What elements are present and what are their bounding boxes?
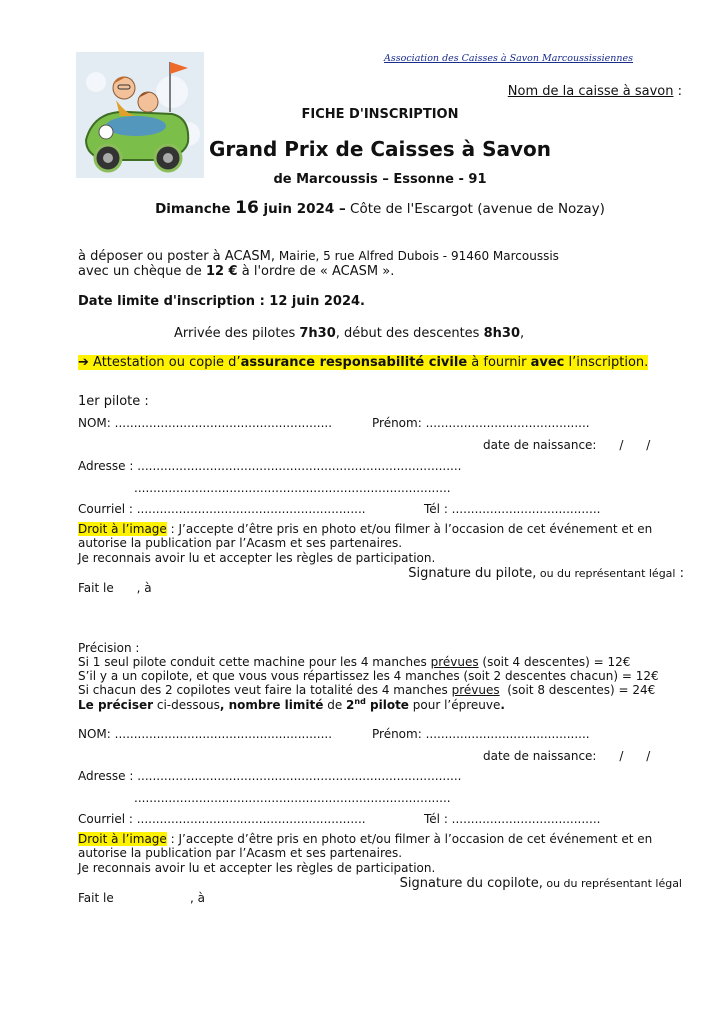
precision-line-4-a: Le préciser xyxy=(78,698,154,712)
pilot2-adresse-field[interactable]: Adresse : ..................................................................................... xyxy=(78,769,462,783)
pilot1-signature: Signature du pilote, xyxy=(408,566,537,581)
precision-line-1 xyxy=(78,655,630,669)
pilot1-signature-colon: : xyxy=(675,566,684,581)
pilot2-image-rights xyxy=(78,832,652,846)
deposit-cheque: avec un chèque de xyxy=(78,264,206,279)
pilot1-heading: 1er pilote : xyxy=(78,394,149,409)
arrival-time-2: 8h30 xyxy=(483,326,520,341)
pilot2-fait-le-field[interactable]: Fait le , à xyxy=(78,891,205,905)
pilot2-dob-field[interactable]: date de naissance: / / xyxy=(483,749,651,763)
precision-line-4-c: , nombre limité xyxy=(219,698,324,712)
pilot2-tel-field[interactable]: Tél : ....................................... xyxy=(424,812,601,826)
precision-heading: Précision : xyxy=(78,641,140,655)
deposit-line-2 xyxy=(78,264,394,279)
right-arrow-icon: ➔ xyxy=(78,355,89,370)
deposit-acasm: à déposer ou poster à ACASM, xyxy=(78,249,276,264)
event-date-line xyxy=(0,198,724,218)
location-subtitle: de Marcoussis – Essonne - 91 xyxy=(273,172,487,187)
pilot2-signature-label xyxy=(400,876,682,891)
arrival-a: Arrivée des pilotes xyxy=(174,326,300,341)
caisse-name-colon: : xyxy=(673,84,682,99)
pilot1-image-rights-line-2: autorise la publication par l’Acasm et ses partenaires. xyxy=(78,536,403,550)
arrival-time-1: 7h30 xyxy=(299,326,336,341)
insurance-e: l’inscription. xyxy=(564,355,649,370)
precision-line-4-g: pour l’épreuve xyxy=(408,698,501,712)
deposit-amount: 12 € xyxy=(205,264,238,279)
fiche-title: FICHE D'INSCRIPTION xyxy=(301,107,459,122)
precision-line-3-a: Si chacun des 2 copilotes veut faire la totalité des 4 manches xyxy=(78,683,452,697)
pilot1-courriel-field[interactable]: Courriel : ............................................................ xyxy=(78,502,366,516)
precision-line-3-b: (soit 8 descentes) = 24€ xyxy=(499,683,656,697)
date-rest: juin 2024 – xyxy=(258,201,346,217)
date-prefix: Dimanche xyxy=(155,201,236,217)
pilot1-fait-le-field[interactable]: Fait le , à xyxy=(78,581,152,595)
pilot1-adresse-line-2[interactable]: ................................................................................... xyxy=(134,481,451,495)
caisse-name-field-label xyxy=(508,84,682,99)
precision-line-4-b: ci-dessous xyxy=(153,698,220,712)
insurance-c: à fournir xyxy=(467,355,531,370)
precision-line-1-b: (soit 4 descentes) = 12€ xyxy=(478,655,631,669)
pilot2-nom-field[interactable]: NOM: ......................................................... xyxy=(78,727,333,741)
deposit-order: à l'ordre de « ACASM ». xyxy=(237,264,395,279)
pilot1-nom-field[interactable]: NOM: ......................................................... xyxy=(78,416,333,430)
precision-line-1-a: Si 1 seul pilote conduit cette machine pour les 4 manches xyxy=(78,655,431,669)
pilot2-image-rights-text: : J’accepte d’être pris en photo et/ou filmer à l’occasion de cet événement et en xyxy=(166,832,653,846)
pilot1-image-rights xyxy=(78,522,652,536)
pilot1-signature-small: ou du représentant légal xyxy=(536,567,676,580)
arrival-c: , xyxy=(520,326,525,341)
pilot1-tel-field[interactable]: Tél : ....................................... xyxy=(424,502,601,516)
pilot2-rules: Je reconnais avoir lu et accepter les règles de participation. xyxy=(78,861,436,875)
deadline: Date limite d'inscription : 12 juin 2024. xyxy=(78,294,365,309)
precision-line-2: S’il y a un copilote, et que vous vous répartissez les 4 manches (soit 2 descentes chacun) = 12€ xyxy=(78,669,659,683)
precision-line-4-e: 2 xyxy=(346,698,355,712)
precision-line-4-h: . xyxy=(500,698,505,712)
association-name: Association des Caisses à Savon Marcoussissiennes xyxy=(384,53,634,64)
pilot2-adresse-line-2[interactable]: ................................................................................... xyxy=(134,791,451,805)
pilot2-signature: Signature du copilote, xyxy=(399,876,543,891)
pilot2-courriel-field[interactable]: Courriel : ............................................................ xyxy=(78,812,366,826)
precision-line-4-d: de xyxy=(323,698,347,712)
insurance-d: avec xyxy=(530,355,565,370)
precision-line-3 xyxy=(78,683,655,697)
date-place: Côte de l'Escargot (avenue de Nozay) xyxy=(345,201,605,217)
caisse-name-label: Nom de la caisse à savon xyxy=(507,84,674,99)
pilot1-image-rights-text: : J’accepte d’être pris en photo et/ou filmer à l’occasion de cet événement et en xyxy=(166,522,653,536)
precision-line-4-f: pilote xyxy=(365,698,409,712)
pilot2-image-rights-label: Droit à l’image xyxy=(78,832,167,846)
arrival-line xyxy=(174,326,524,341)
insurance-highlight xyxy=(78,355,648,370)
pilot2-prenom-field[interactable]: Prénom: ........................................... xyxy=(372,727,590,741)
pilot1-dob-field[interactable]: date de naissance: / / xyxy=(483,438,651,452)
insurance-b: assurance responsabilité civile xyxy=(240,355,468,370)
precision-line-4 xyxy=(78,697,505,712)
grand-prix-title: Grand Prix de Caisses à Savon xyxy=(208,137,552,161)
pilot2-signature-small: ou du représentant légal xyxy=(542,877,682,890)
date-day: 16 xyxy=(235,198,259,218)
arrival-b: , début des descentes xyxy=(335,326,484,341)
pilot2-image-rights-line-2: autorise la publication par l’Acasm et ses partenaires. xyxy=(78,846,403,860)
insurance-a: Attestation ou copie d’ xyxy=(88,355,241,370)
precision-line-1-u: prévues xyxy=(430,655,479,669)
insurance-line xyxy=(78,355,648,370)
precision-line-4-sup: nd xyxy=(354,697,366,706)
precision-line-3-u: prévues xyxy=(451,683,500,697)
pilot1-rules: Je reconnais avoir lu et accepter les règles de participation. xyxy=(78,551,436,565)
pilot1-signature-label xyxy=(408,566,684,581)
pilot1-image-rights-label: Droit à l’image xyxy=(78,522,167,536)
deposit-address: Mairie, 5 rue Alfred Dubois - 91460 Marcoussis xyxy=(275,249,559,263)
deposit-line-1 xyxy=(78,249,559,264)
pilot1-prenom-field[interactable]: Prénom: ........................................... xyxy=(372,416,590,430)
pilot1-adresse-field[interactable]: Adresse : ..................................................................................... xyxy=(78,459,462,473)
